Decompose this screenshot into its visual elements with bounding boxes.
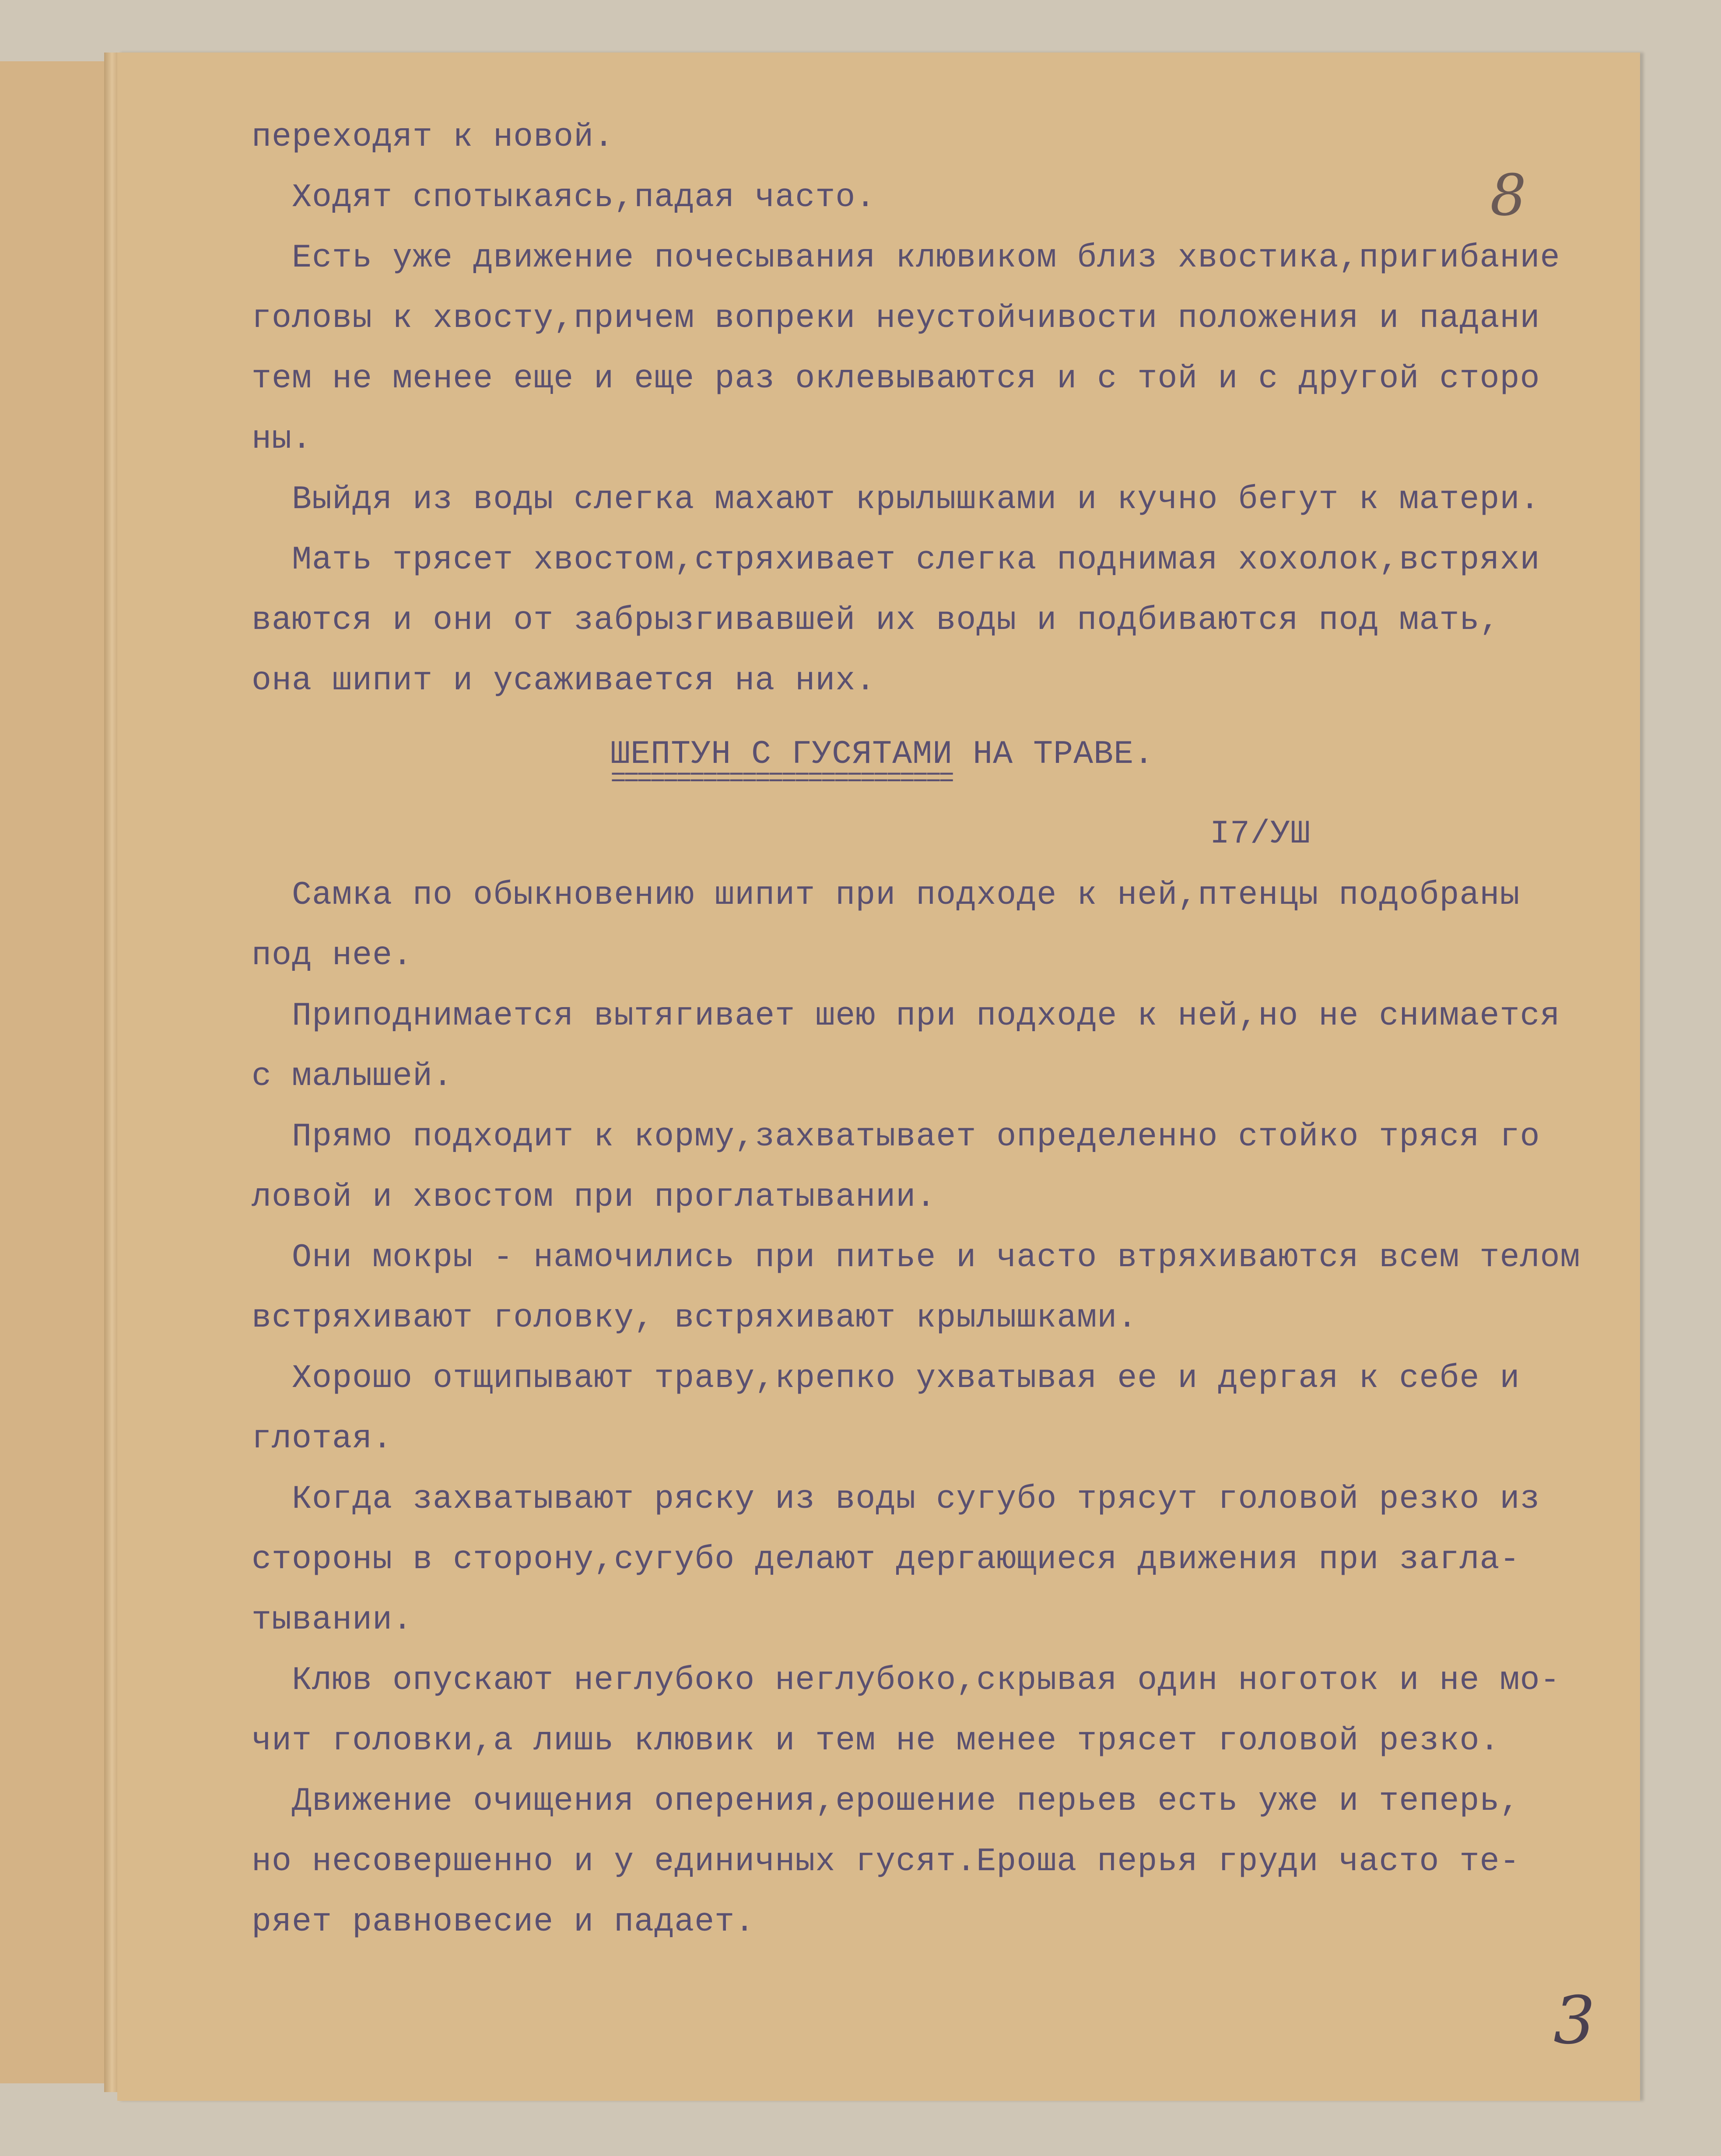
text-line: ряет равновесие и падает. (252, 1903, 755, 1941)
text-line: Выйдя из воды слегка махают крылышками и кучно бегут к матери. (292, 481, 1540, 518)
text-line: под нее. (252, 937, 413, 974)
text-line: тем не менее еще и еще раз оклевываются и с той и с другой сторо (252, 360, 1540, 397)
section-heading: ШЕПТУН С ГУСЯТАМИ НА ТРАВЕ. (610, 736, 1154, 773)
text-line: глотая. (252, 1420, 393, 1457)
text-line: Есть уже движение почесывания клювиком близ хвостика,пригибание (292, 239, 1560, 277)
typed-text-block (252, 107, 1581, 1952)
section-before (252, 107, 1560, 711)
text-line: чит головки,а лишь клювик и тем не менее трясет головой резко. (252, 1722, 1500, 1759)
section-after (252, 865, 1581, 1952)
heading-underline: ========================== (610, 768, 952, 794)
text-line: Движение очищения оперения,ерошение перьев есть уже и теперь, (292, 1783, 1520, 1820)
text-line: головы к хвосту,причем вопреки неустойчивости положения и падани (252, 300, 1540, 337)
text-line: Мать трясет хвостом,стряхивает слегка поднимая хохолок,встряхи (292, 541, 1540, 579)
text-line: ваются и они от забрызгивавшей их воды и подбиваются под мать, (252, 602, 1500, 639)
text-line: Ходят спотыкаясь,падая часто. (292, 179, 876, 216)
text-line: переходят к новой. (252, 119, 614, 156)
text-line: Самка по обыкновению шипит при подходе к ней,птенцы подобраны (292, 877, 1520, 914)
text-line: встряхивают головку, встряхивают крылышками. (252, 1299, 1138, 1337)
text-line: она шипит и усаживается на них. (252, 662, 876, 699)
text-line: Клюв опускают неглубоко неглубоко,скрывая один ноготок и не мо- (292, 1662, 1560, 1699)
folio-mark: 3 (1553, 1983, 1595, 2059)
entry-date: I7/УШ (1210, 815, 1311, 853)
book-spine (104, 53, 117, 2092)
text-line: Они мокры - намочились при питье и часто втряхиваются всем телом (292, 1239, 1581, 1276)
text-line: Когда захватывают ряску из воды сугубо трясут головой резко из (292, 1481, 1540, 1518)
text-line: тывании. (252, 1601, 413, 1639)
text-line: но несовершенно и у единичных гусят.Ероша перья груди часто те- (252, 1843, 1520, 1880)
text-line: Хорошо отщипывают траву,крепко ухватывая ее и дергая к себе и (292, 1360, 1520, 1397)
text-line: ловой и хвостом при проглатывании. (252, 1179, 936, 1216)
left-page (0, 61, 111, 2083)
text-line: с малышей. (252, 1058, 453, 1095)
text-line: Прямо подходит к корму,захватывает определенно стойко тряся го (292, 1118, 1540, 1155)
text-line: ны. (252, 421, 312, 458)
page-number: 8 (1490, 162, 1526, 228)
text-line: стороны в сторону,сугубо делают дергающиеся движения при загла- (252, 1541, 1520, 1578)
text-line: Приподнимается вытягивает шею при подходе к ней,но не снимается (292, 997, 1560, 1035)
